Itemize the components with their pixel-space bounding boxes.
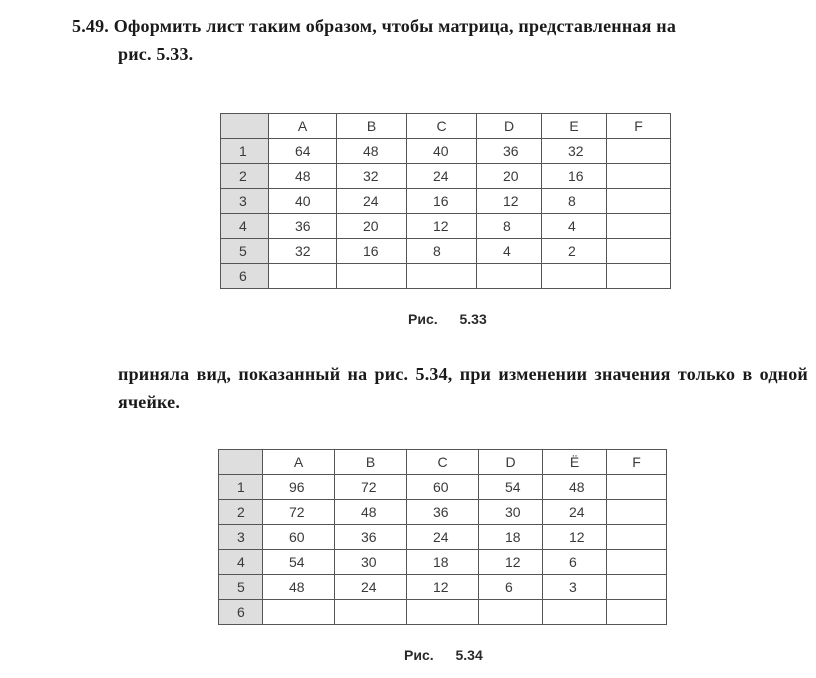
- table-cell: 54: [479, 475, 543, 500]
- row-header: 2: [219, 500, 263, 525]
- table-cell: 24: [337, 189, 407, 214]
- table-cell: [607, 500, 667, 525]
- table-cell: 48: [543, 475, 607, 500]
- table-cell: [269, 264, 337, 289]
- row-header: 1: [219, 475, 263, 500]
- table-cell: 20: [477, 164, 542, 189]
- table-cell: [607, 139, 671, 164]
- table-row: [221, 214, 671, 239]
- table-cell: 32: [269, 239, 337, 264]
- table-cell: [607, 575, 667, 600]
- table-cell: 32: [337, 164, 407, 189]
- table-row: [221, 189, 671, 214]
- problem-text: [72, 12, 808, 68]
- table-cell: 24: [543, 500, 607, 525]
- table-cell: 64: [269, 139, 337, 164]
- table-cell: 60: [407, 475, 479, 500]
- problem-text-line2: рис. 5.33.: [118, 44, 194, 64]
- column-header: D: [479, 450, 543, 475]
- figure-caption-5-34: Рис. 5.34: [404, 647, 483, 663]
- table-cell: 32: [542, 139, 607, 164]
- table-cell: [607, 189, 671, 214]
- matrix-table-fig-5-34: [218, 449, 667, 625]
- table-row: [219, 475, 667, 500]
- table-cell: 12: [407, 575, 479, 600]
- column-header: C: [407, 114, 477, 139]
- table-cell: 6: [479, 575, 543, 600]
- table-row: [219, 525, 667, 550]
- table-cell: [607, 164, 671, 189]
- figure-caption-5-33: Рис. 5.33: [408, 311, 487, 327]
- table-cell: 30: [479, 500, 543, 525]
- table-row: [221, 239, 671, 264]
- table-cell: 72: [335, 475, 407, 500]
- row-header: 4: [221, 214, 269, 239]
- row-header: 5: [221, 239, 269, 264]
- table-cell: [607, 475, 667, 500]
- table-cell: [477, 264, 542, 289]
- table-row: [221, 139, 671, 164]
- table-cell: [479, 600, 543, 625]
- table-cell: 36: [335, 525, 407, 550]
- table-cell: 20: [337, 214, 407, 239]
- table-cell: [263, 600, 335, 625]
- table-cell: [607, 600, 667, 625]
- table-cell: [407, 600, 479, 625]
- table-cell: [607, 550, 667, 575]
- table-cell: [607, 264, 671, 289]
- column-header: F: [607, 450, 667, 475]
- problem-text-line1: Оформить лист таким образом, чтобы матрица, представленная на: [113, 16, 677, 36]
- table-cell: 8: [542, 189, 607, 214]
- table-cell: [543, 600, 607, 625]
- table-row: [221, 164, 671, 189]
- row-header: 3: [221, 189, 269, 214]
- row-header: 1: [221, 139, 269, 164]
- table-cell: 48: [263, 575, 335, 600]
- column-header: F: [607, 114, 671, 139]
- table-row: [221, 264, 671, 289]
- column-header: D: [477, 114, 542, 139]
- corner-cell: [219, 450, 263, 475]
- header-row: [219, 450, 667, 475]
- table-cell: 3: [543, 575, 607, 600]
- row-header: 2: [221, 164, 269, 189]
- table-cell: 48: [269, 164, 337, 189]
- table-cell: [335, 600, 407, 625]
- row-header: 6: [221, 264, 269, 289]
- row-header: 5: [219, 575, 263, 600]
- column-header: B: [337, 114, 407, 139]
- table-cell: [607, 239, 671, 264]
- table-cell: 4: [477, 239, 542, 264]
- table-cell: 12: [407, 214, 477, 239]
- row-header: 4: [219, 550, 263, 575]
- table-cell: 8: [407, 239, 477, 264]
- table-cell: 6: [543, 550, 607, 575]
- table-cell: 18: [407, 550, 479, 575]
- column-header: A: [263, 450, 335, 475]
- corner-cell: [221, 114, 269, 139]
- table-row: [219, 575, 667, 600]
- table-cell: 18: [479, 525, 543, 550]
- table-cell: 24: [407, 525, 479, 550]
- row-header: 6: [219, 600, 263, 625]
- table-cell: 36: [269, 214, 337, 239]
- table-cell: 36: [477, 139, 542, 164]
- table-cell: 54: [263, 550, 335, 575]
- table-cell: 40: [269, 189, 337, 214]
- table-cell: 72: [263, 500, 335, 525]
- table-cell: 2: [542, 239, 607, 264]
- table-row: [219, 500, 667, 525]
- table-cell: 16: [542, 164, 607, 189]
- table-cell: 60: [263, 525, 335, 550]
- table-row: [219, 600, 667, 625]
- table-cell: [337, 264, 407, 289]
- table-cell: 16: [407, 189, 477, 214]
- table-cell: 36: [407, 500, 479, 525]
- table-cell: 16: [337, 239, 407, 264]
- table-cell: [542, 264, 607, 289]
- table-cell: 24: [407, 164, 477, 189]
- column-header: E: [542, 114, 607, 139]
- table-cell: 48: [337, 139, 407, 164]
- matrix-table-fig-5-33: [220, 113, 671, 289]
- column-header: A: [269, 114, 337, 139]
- table-cell: [607, 525, 667, 550]
- table-cell: 30: [335, 550, 407, 575]
- table-cell: 12: [543, 525, 607, 550]
- column-header: C: [407, 450, 479, 475]
- table-cell: 24: [335, 575, 407, 600]
- middle-text: приняла вид, показанный на рис. 5.34, при изменении значения только в одной ячейке.: [118, 364, 808, 412]
- table-cell: 48: [335, 500, 407, 525]
- column-header: B: [335, 450, 407, 475]
- table-cell: [407, 264, 477, 289]
- table-cell: 40: [407, 139, 477, 164]
- table-cell: 4: [542, 214, 607, 239]
- table-cell: 12: [479, 550, 543, 575]
- column-header: Ё: [543, 450, 607, 475]
- problem-number: 5.49.: [72, 16, 109, 36]
- row-header: 3: [219, 525, 263, 550]
- table-cell: 96: [263, 475, 335, 500]
- table-cell: 12: [477, 189, 542, 214]
- header-row: [221, 114, 671, 139]
- table-cell: [607, 214, 671, 239]
- table-cell: 8: [477, 214, 542, 239]
- table-row: [219, 550, 667, 575]
